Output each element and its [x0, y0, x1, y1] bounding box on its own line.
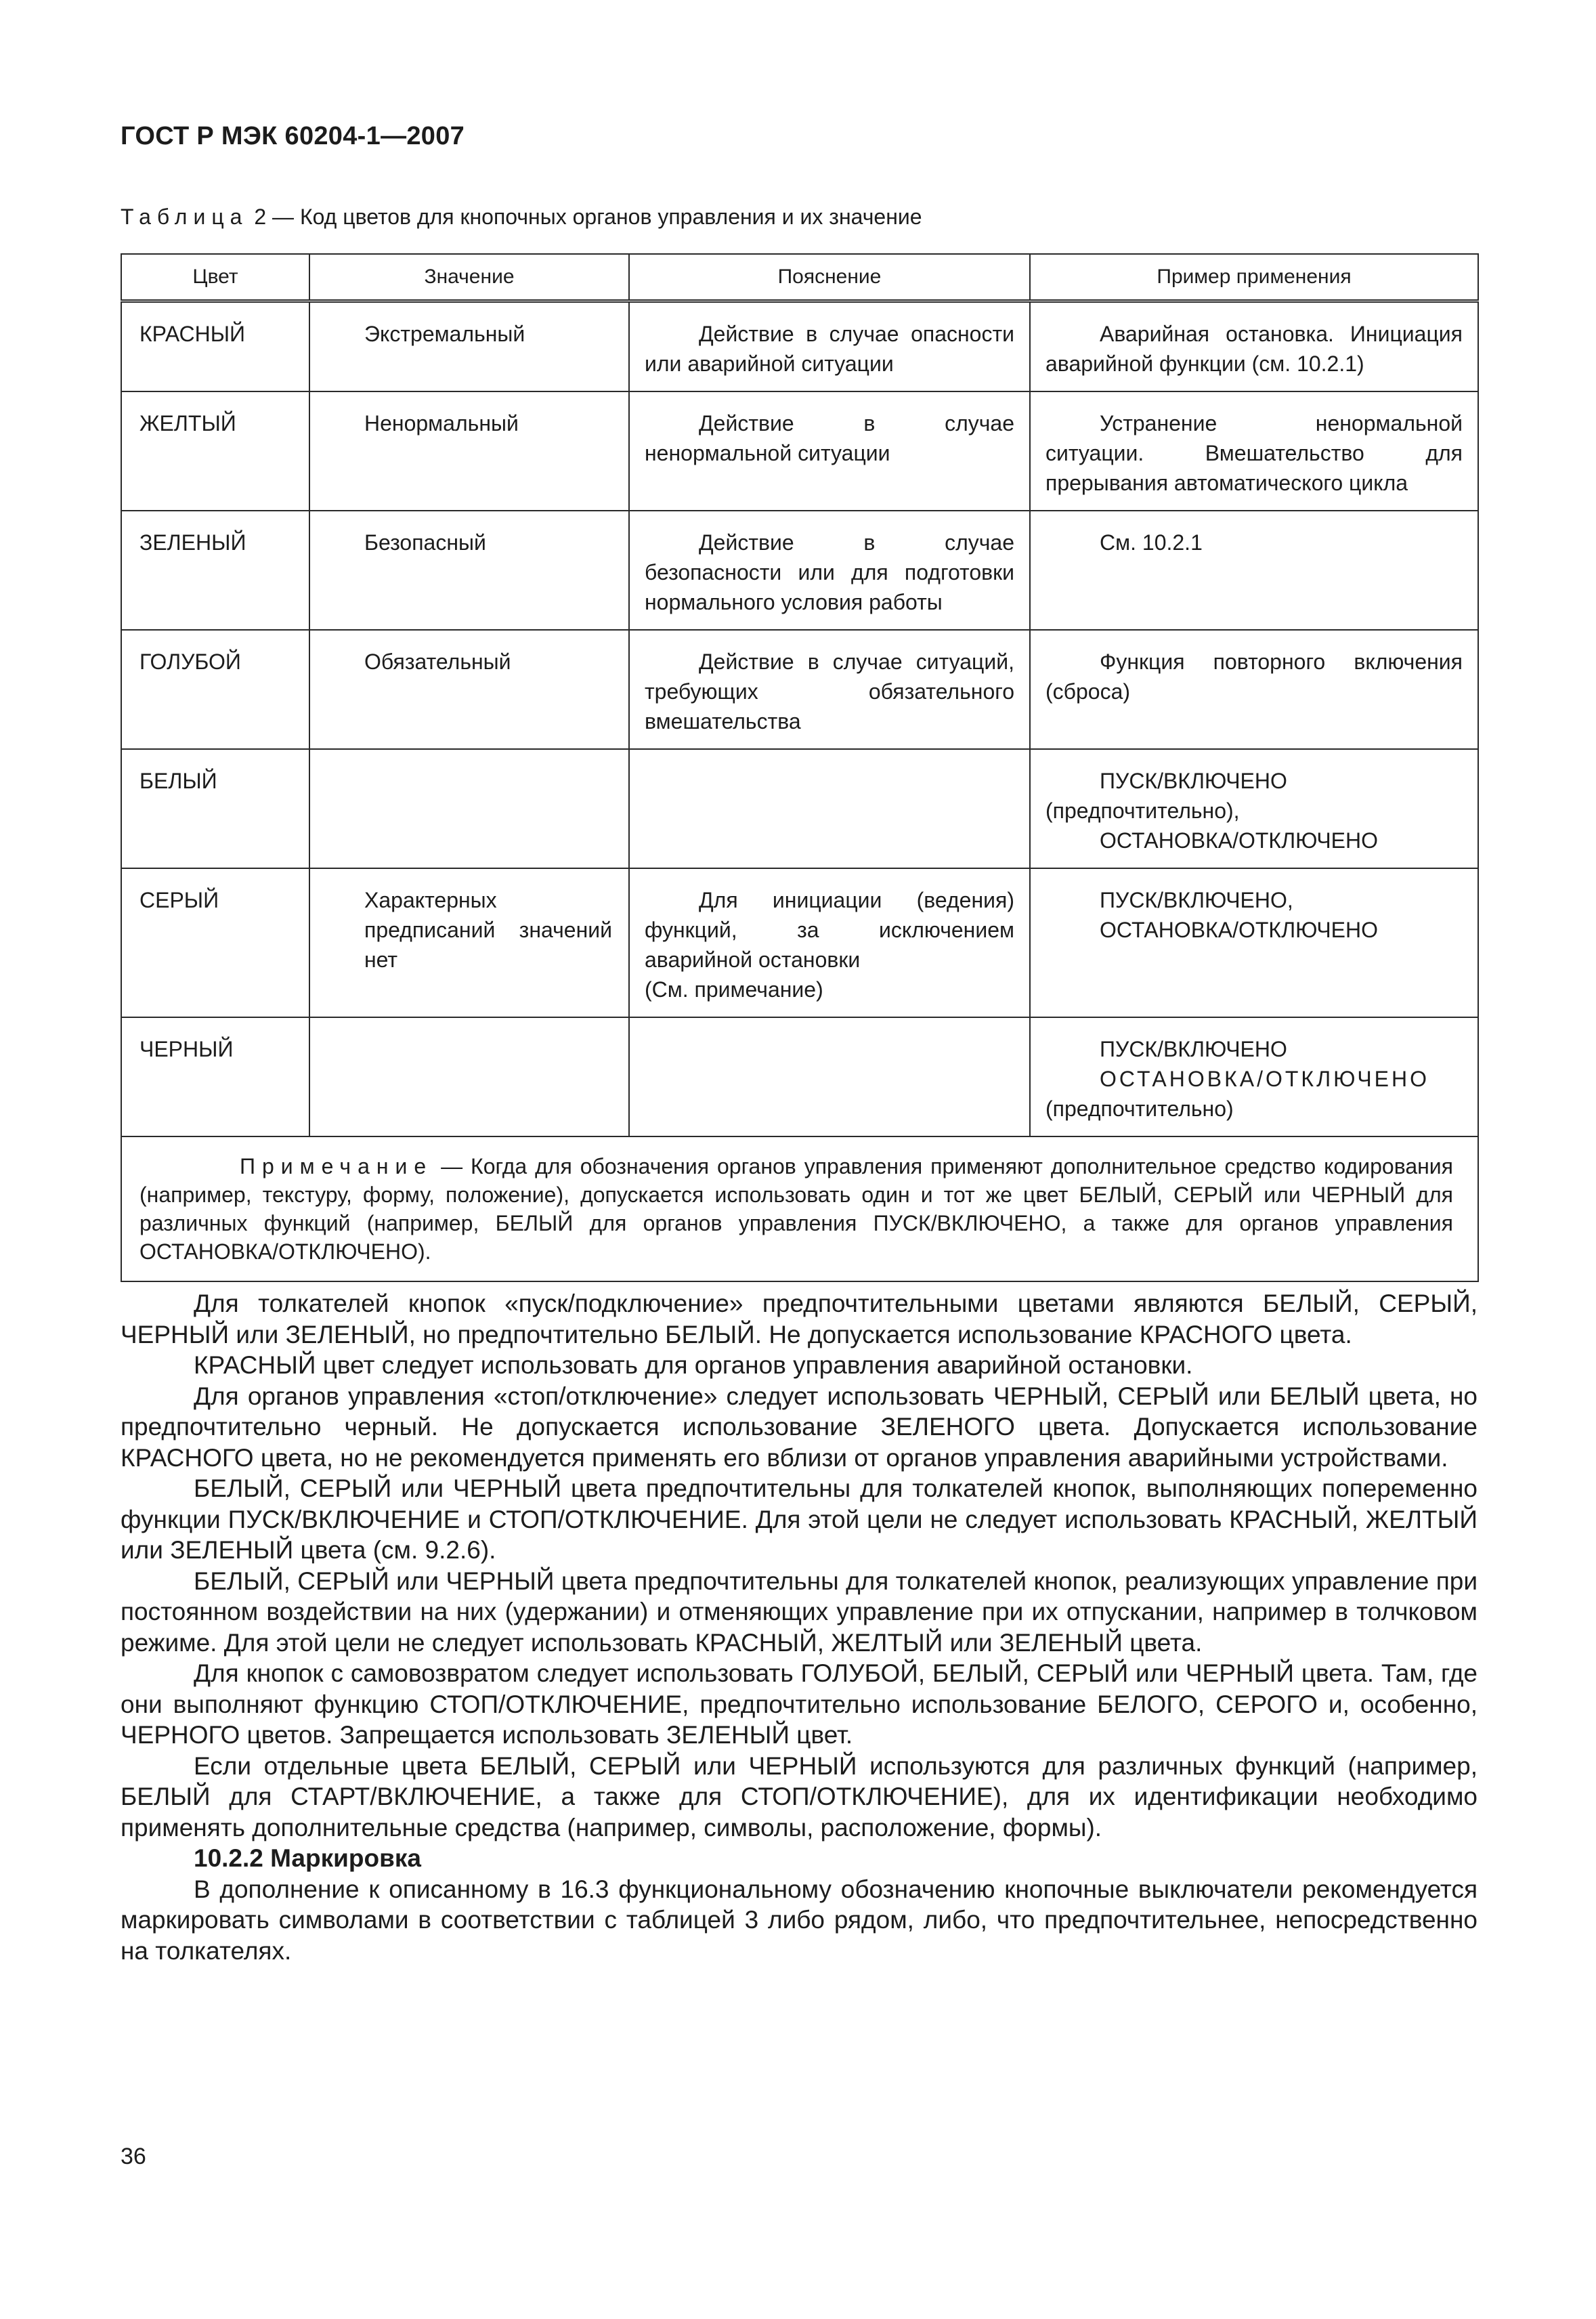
section-heading: 10.2.2 Маркировка [194, 1844, 421, 1872]
cell-example [1030, 1017, 1478, 1136]
cell-color: ЗЕЛЕНЫЙ [121, 511, 309, 630]
explanation-text: Действие в случае ненормальной ситуации [645, 411, 1014, 465]
document-standard-id: ГОСТ Р МЭК 60204-1—2007 [121, 122, 465, 150]
body-text [121, 1288, 1478, 1966]
table-note-row [121, 1136, 1478, 1281]
table-row [121, 301, 1478, 392]
table-note-text [139, 1152, 1453, 1266]
table-note-label: Примечание [240, 1154, 433, 1178]
explanation-text: Для инициации (ведения) функций, за исключением аварийной остановки [645, 888, 1014, 972]
cell-meaning: Характерных предписаний значений нет [309, 868, 629, 1017]
cell-example [1030, 630, 1478, 749]
cell-example [1030, 511, 1478, 630]
cell-color: БЕЛЫЙ [121, 749, 309, 868]
column-header-meaning: Значение [309, 254, 629, 301]
cell-meaning: Безопасный [309, 511, 629, 630]
cell-explanation [629, 749, 1030, 868]
table-header-row [121, 254, 1478, 301]
cell-example [1030, 301, 1478, 392]
cell-explanation [629, 630, 1030, 749]
paragraph: Если отдельные цвета БЕЛЫЙ, СЕРЫЙ или ЧЕРНЫЙ используются для различных функций (например, БЕЛЫЙ для СТАРТ/ВКЛЮЧЕНИЕ, а также для СТОП/ОТКЛЮЧЕНИЕ), для их идентификации необходимо применять дополнительные средства (например, символы, расположение, формы). [121, 1751, 1478, 1842]
paragraph: БЕЛЫЙ, СЕРЫЙ или ЧЕРНЫЙ цвета предпочтительны для толкателей кнопок, выполняющих попеременно функции ПУСК/ВКЛЮЧЕНИЕ и СТОП/ОТКЛЮЧЕНИЕ. Для этой цели не следует использовать КРАСНЫЙ, ЖЕЛТЫЙ или ЗЕЛЕНЫЙ цвета (см. 9.2.6). [121, 1474, 1478, 1564]
example-text: ОСТАНОВКА/ОТКЛЮЧЕНО [1100, 828, 1378, 853]
cell-color: КРАСНЫЙ [121, 301, 309, 392]
cell-color: ГОЛУБОЙ [121, 630, 309, 749]
paragraph: Для органов управления «стоп/отключение» следует использовать ЧЕРНЫЙ, СЕРЫЙ или БЕЛЫЙ цвета, но предпочтительно черный. Не допускается использование ЗЕЛЕНОГО цвета. Допускается использование КРАСНОГО цвета, но не рекомендуется применять его вблизи от органов управления аварийными устройствами. [121, 1382, 1478, 1472]
example-text: Аварийная остановка. Инициация аварийной функции (см. 10.2.1) [1045, 322, 1463, 376]
paragraph: КРАСНЫЙ цвет следует использовать для органов управления аварийной остановки. [194, 1351, 1193, 1379]
example-text: ПУСК/ВКЛЮЧЕНО (предпочтительно), [1045, 769, 1287, 823]
cell-explanation [629, 511, 1030, 630]
example-text: Устранение ненормальной ситуации. Вмешательство для прерывания автоматического цикла [1045, 411, 1463, 495]
column-header-explanation: Пояснение [629, 254, 1030, 301]
cell-example [1030, 868, 1478, 1017]
explanation-text: Действие в случае ситуаций, требующих обязательного вмешательства [645, 650, 1014, 733]
cell-meaning [309, 749, 629, 868]
table-row [121, 868, 1478, 1017]
cell-meaning [309, 1017, 629, 1136]
example-text: (предпочтительно) [1045, 1097, 1234, 1121]
explanation-text: Действие в случае безопасности или для подготовки нормального условия работы [645, 530, 1014, 614]
paragraph: БЕЛЫЙ, СЕРЫЙ или ЧЕРНЫЙ цвета предпочтительны для толкателей кнопок, реализующих управление при постоянном воздействии на них (удержании) и отменяющих управление при их отпускании, например в толчковом режиме. Для этой цели не следует использовать КРАСНЫЙ, ЖЕЛТЫЙ или ЗЕЛЕНЫЙ цвета. [121, 1567, 1478, 1657]
table-row [121, 630, 1478, 749]
explanation-note-ref: (См. примечание) [645, 977, 823, 1002]
color-code-table [121, 253, 1479, 1282]
table-note-body: — Когда для обозначения органов управления применяют дополнительное средство кодирования (например, текстуру, форму, положение), допускается использовать один и тот же цвет БЕЛЫЙ, СЕРЫЙ или ЧЕРНЫЙ для различных функций (например, БЕЛЫЙ для органов управления ПУСК/ВКЛЮЧЕНО, а также для органов управления ОСТАНОВКА/ОТКЛЮЧЕНО). [139, 1154, 1453, 1264]
cell-explanation [629, 868, 1030, 1017]
table-row [121, 391, 1478, 511]
paragraph: В дополнение к описанному в 16.3 функциональному обозначению кнопочные выключатели рекомендуется маркировать символами в соответствии с таблицей 3 либо рядом, либо, что предпочтительнее, непосредственно на толкателях. [121, 1875, 1478, 1965]
cell-meaning: Экстремальный [309, 301, 629, 392]
paragraph: Для кнопок с самовозвратом следует использовать ГОЛУБОЙ, БЕЛЫЙ, СЕРЫЙ или ЧЕРНЫЙ цвета. Там, где они выполняют функцию СТОП/ОТКЛЮЧЕНИЕ, предпочтительно использование БЕЛОГО, СЕРОГО и, особенно, ЧЕРНОГО цветов. Запрещается использовать ЗЕЛЕНЫЙ цвет. [121, 1659, 1478, 1749]
page-number: 36 [121, 2144, 146, 2169]
example-text: ОСТАНОВКА/ОТКЛЮЧЕНО [1100, 1067, 1429, 1091]
cell-explanation [629, 301, 1030, 392]
cell-explanation [629, 1017, 1030, 1136]
example-text: Функция повторного включения (сброса) [1045, 650, 1463, 704]
example-text: ПУСК/ВКЛЮЧЕНО [1100, 1037, 1287, 1061]
example-text: См. 10.2.1 [1100, 530, 1203, 555]
table-row [121, 1017, 1478, 1136]
cell-meaning: Обязательный [309, 630, 629, 749]
table-note [121, 1136, 1478, 1281]
table-row [121, 749, 1478, 868]
column-header-color: Цвет [121, 254, 309, 301]
example-text: ПУСК/ВКЛЮЧЕНО, [1100, 888, 1293, 912]
column-header-example: Пример применения [1030, 254, 1478, 301]
table-caption-word: Таблица [121, 205, 249, 229]
cell-explanation [629, 391, 1030, 511]
table-caption-text: 2 — Код цветов для кнопочных органов управления и их значение [248, 205, 922, 229]
table-caption [121, 205, 922, 230]
cell-color: ЧЕРНЫЙ [121, 1017, 309, 1136]
cell-color: СЕРЫЙ [121, 868, 309, 1017]
example-text: ОСТАНОВКА/ОТКЛЮЧЕНО [1100, 918, 1378, 942]
table-row [121, 511, 1478, 630]
cell-example [1030, 749, 1478, 868]
cell-example [1030, 391, 1478, 511]
explanation-text: Действие в случае опасности или аварийной ситуации [645, 322, 1014, 376]
cell-meaning: Ненормальный [309, 391, 629, 511]
paragraph: Для толкателей кнопок «пуск/подключение» предпочтительными цветами являются БЕЛЫЙ, СЕРЫЙ, ЧЕРНЫЙ или ЗЕЛЕНЫЙ, но предпочтительно БЕЛЫЙ. Не допускается использование КРАСНОГО цвета. [121, 1290, 1478, 1348]
cell-color: ЖЕЛТЫЙ [121, 391, 309, 511]
